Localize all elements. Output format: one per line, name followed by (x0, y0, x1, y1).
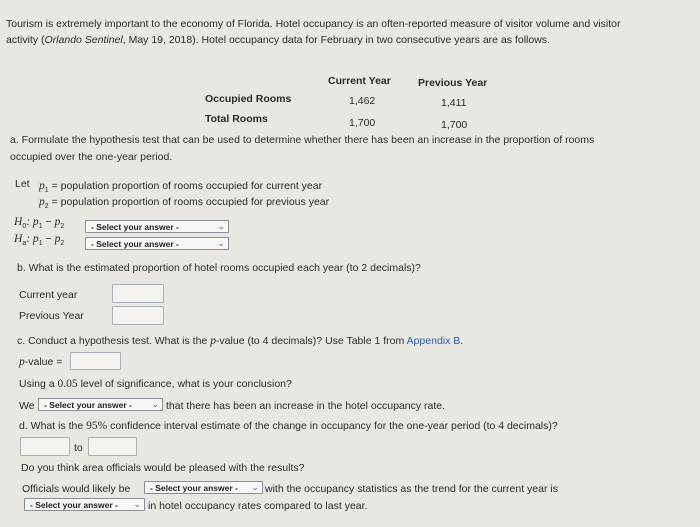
intro-line-2 (6, 34, 550, 46)
trend-select[interactable] (24, 498, 145, 511)
ha-sub: a (22, 240, 27, 248)
ha-letter: H (14, 233, 23, 245)
p1-def-text: = population proportion of rooms occupied for current year (51, 180, 323, 192)
ha-expression: $H_a$: $p_1 - p_2$ (14, 233, 65, 248)
ha-select-value: - Select your answer - (91, 239, 179, 249)
ci-to-label: to (74, 442, 83, 454)
part-d-q-pct: 95% (86, 420, 108, 432)
h0-select-value: - Select your answer - (91, 222, 179, 232)
conclusion-tail: that there has been an increase in the hotel occupancy rate. (166, 400, 446, 412)
officials-select[interactable] (144, 481, 263, 494)
part-a-question-1: a. Formulate the hypothesis test that can be used to determine whether there has been an increase in the proportion of rooms (10, 134, 595, 146)
part-c-q-b: -value (to 4 decimals)? Use Table 1 from (215, 335, 407, 347)
we-label: We (19, 400, 35, 412)
chevron-down-icon: ⌄ (151, 399, 159, 409)
source-name: Orlando Sentinel (44, 34, 123, 46)
previous-year-label: Previous Year (19, 310, 84, 322)
h0-select[interactable] (85, 220, 229, 233)
part-c-q-a: c. Conduct a hypothesis test. What is the (17, 335, 211, 347)
appendix-b-link[interactable]: Appendix B (406, 335, 461, 347)
part-d-q-a: d. What is the (19, 420, 87, 432)
ha-p1: : p (26, 233, 39, 245)
cell-total-previous: 1,700 (441, 119, 468, 131)
part-d-q-n: 4 (498, 420, 505, 432)
p2-def-text: = population proportion of rooms occupied for previous year (51, 196, 330, 208)
officials-tail: with the occupancy statistics as the trend for the current year is (265, 483, 558, 495)
chevron-down-icon: ⌄ (133, 499, 141, 509)
chevron-down-icon: ⌄ (217, 238, 225, 248)
part-a-question-2: occupied over the one-year period. (10, 151, 173, 163)
ci-upper-input[interactable] (88, 437, 137, 456)
sig-b: level of significance, what is your conclusion? (77, 378, 292, 390)
officials-select-value: - Select your answer - (150, 483, 238, 493)
pvalue-input[interactable] (70, 352, 121, 370)
h0-expression: $H_0$: $p_1 - p_2$ (14, 216, 65, 231)
current-year-label: Current year (19, 289, 78, 301)
trend-tail: in hotel occupancy rates compared to last year. (148, 500, 368, 512)
ha-select[interactable] (85, 237, 229, 250)
conclusion-select-value: - Select your answer - (44, 400, 132, 410)
p1-definition: $p_1$ = population proportion of rooms occupied for current year (39, 180, 323, 195)
pvalue-text: -value = (24, 356, 63, 368)
h0-sub: 0 (22, 223, 27, 231)
sig-alpha: 0.05 (57, 378, 78, 390)
part-b-question: b. What is the estimated proportion of hotel rooms occupied each year (to 2 decimals)? (17, 262, 421, 274)
current-year-input[interactable] (112, 284, 164, 303)
pleased-question: Do you think area officials would be pleased with the results? (21, 462, 305, 474)
part-d-question (19, 420, 558, 432)
pvalue-label (19, 356, 62, 368)
significance-question (19, 378, 292, 390)
chevron-down-icon: ⌄ (251, 482, 259, 492)
row-label-occupied: Occupied Rooms (205, 93, 292, 105)
intro-line-2-b: , May 19, 2018). Hotel occupancy data for February in two consecutive years are as follows. (122, 34, 550, 46)
row-label-total: Total Rooms (205, 113, 268, 125)
officials-label: Officials would likely be (22, 483, 131, 495)
h0-minus: − (45, 216, 52, 228)
pvalue-p: p (19, 356, 25, 368)
part-d-q-c: decimals)? (504, 420, 558, 432)
ha-minus: − (45, 233, 52, 245)
p2-definition: $p_2$ = population proportion of rooms occupied for previous year (39, 196, 330, 211)
let-label: Let (15, 178, 30, 190)
cell-occupied-current: 1,462 (349, 95, 376, 107)
ci-lower-input[interactable] (20, 437, 70, 456)
header-previous-year: Previous Year (418, 77, 488, 89)
part-d-q-b: confidence interval estimate of the change in occupancy for the one-year period (to (107, 420, 499, 432)
cell-total-current: 1,700 (349, 117, 376, 129)
intro-line-1: Tourism is extremely important to the economy of Florida. Hotel occupancy is an often-reported measure of visitor volume and visitor (6, 18, 621, 30)
cell-occupied-previous: 1,411 (441, 97, 467, 109)
header-current-year: Current Year (328, 75, 391, 87)
h0-letter: H (14, 216, 23, 228)
previous-year-input[interactable] (112, 306, 164, 325)
h0-p1: : p (26, 216, 39, 228)
part-c-q-p: p (210, 335, 216, 347)
intro-line-2-a: activity ( (6, 34, 45, 46)
chevron-down-icon: ⌄ (217, 221, 225, 231)
trend-select-value: - Select your answer - (30, 500, 118, 510)
part-c-q-c: . (460, 335, 464, 347)
conclusion-select[interactable] (38, 398, 163, 411)
sig-a: Using a (19, 378, 58, 390)
part-c-question (17, 335, 463, 347)
